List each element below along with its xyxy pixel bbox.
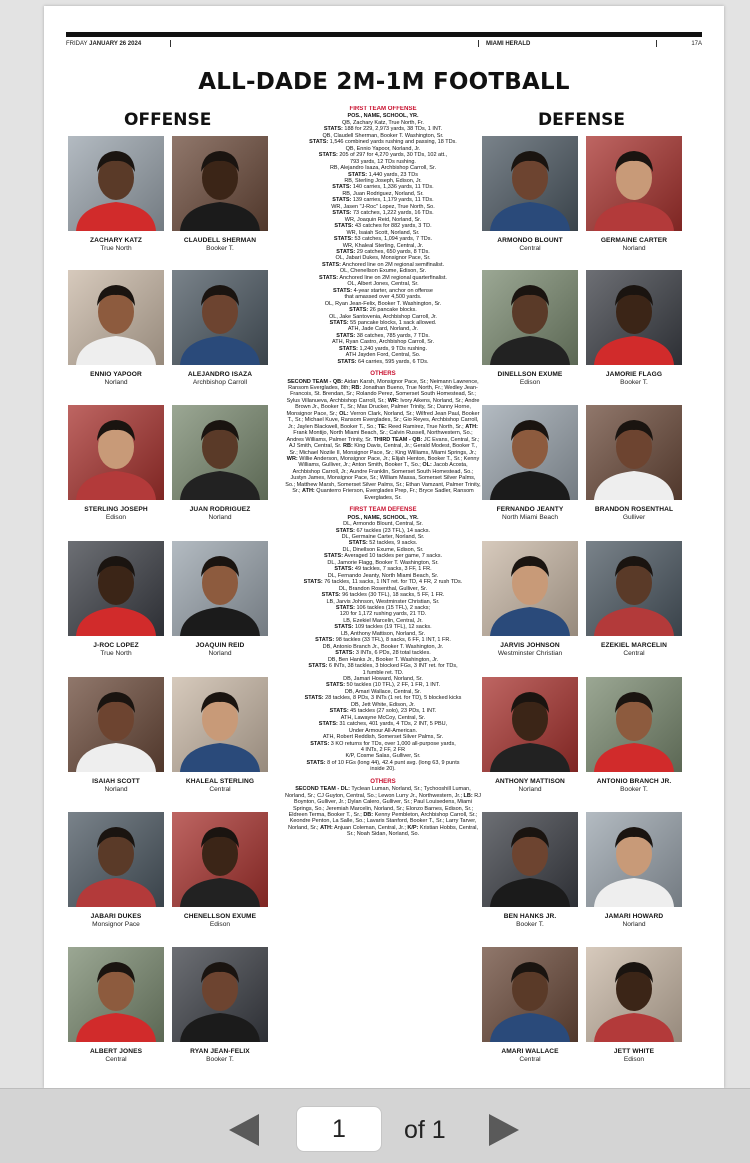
roster-line: ATH, Jade Card, Norland, Jr. <box>347 326 419 333</box>
roster-line: STATS: 98 tackles (33 TFL), 8 sacks, 6 FF, 1 INT, 1 FR. <box>315 637 451 644</box>
roster-line: ATH, Ryan Castro, Archbishop Carroll, Sr. <box>332 339 434 346</box>
roster-line: DL, Brandon Rosenthal, Gulliver, Sr. <box>338 585 428 592</box>
player-name: BEN HANKS JR. <box>503 913 557 920</box>
roster-line: Under Armour All-American. <box>348 727 418 734</box>
roster-line: STATS: 8 of 10 FGs (long 44), 42.4 punt avg. (long 63, 9 punts <box>306 759 460 766</box>
roster-line: STATS: 50 tackles (10 TFL), 2 FF, 1 FR, 1 INT. <box>325 682 440 689</box>
player-photo <box>482 541 578 636</box>
defense-player-card <box>586 270 682 386</box>
player-photo-image <box>586 541 682 636</box>
defense-player-card <box>586 541 682 657</box>
player-photo-image <box>172 541 268 636</box>
player-school: Edison <box>519 379 541 386</box>
player-school: Booker T. <box>620 379 648 386</box>
player-photo <box>586 405 682 500</box>
roster-line: OL, Jabari Dukes, Monsignor Pace, Sr. <box>335 255 431 262</box>
offense-player-card <box>68 405 164 521</box>
player-school: Norland <box>622 245 646 252</box>
player-school: Gulliver <box>622 514 646 521</box>
player-photo-image <box>586 947 682 1042</box>
player-name: JABARI DUKES <box>90 913 142 920</box>
defense-player-card <box>482 405 578 521</box>
player-school: Booker T. <box>516 921 544 928</box>
roster-line: QB, Ennio Yapoor, Norland, Jr. <box>345 145 421 152</box>
offense-title: OFFENSE <box>124 110 212 130</box>
player-photo-image <box>172 677 268 772</box>
roster-line: STATS: Anchored line on 2M regional quarterfinalist. <box>319 274 447 281</box>
roster-line: DB, Jamari Howard, Norland, Sr. <box>343 675 423 682</box>
player-photo-image <box>482 947 578 1042</box>
player-photo <box>482 947 578 1042</box>
roster-line: STATS: 52 tackles, 9 sacks. <box>348 540 418 547</box>
first-team-offense-list <box>285 120 481 365</box>
roster-line: STATS: 64 carries, 595 yards, 6 TDs. <box>337 358 429 365</box>
player-school: Norland <box>518 786 542 793</box>
player-name: ENNIO YAPOOR <box>90 371 142 378</box>
player-photo <box>68 405 164 500</box>
roster-line: STATS: 96 tackles (30 TFL), 18 sacks, 5 FF, 1 FR. <box>321 592 445 599</box>
roster-line: DB, Ben Hanks Jr., Booker T. Washington, Jr. <box>327 656 439 663</box>
player-school: Central <box>519 1056 541 1063</box>
defense-player-card <box>586 812 682 928</box>
player-school: Norland <box>622 921 646 928</box>
roster-line: DL, Fernando Jeanty, North Miami Beach, Sr. <box>327 572 439 579</box>
player-name: GERMAINE CARTER <box>600 237 668 244</box>
player-school: Booker T. <box>206 1056 234 1063</box>
roster-line: STATS: 38 catches, 785 yards, 7 TDs. <box>336 332 430 339</box>
roster-line: STATS: 3 KO returns for TDs, over 1,000 all-purpose yards, <box>310 740 456 747</box>
page-headline: ALL-DADE 2M-1M FOOTBALL <box>198 69 570 95</box>
roster-line: STATS: 4-year starter, anchor on offense <box>333 287 433 294</box>
roster-line: 1 fumble ret. TD. <box>362 669 404 676</box>
player-name: ANTONIO BRANCH JR. <box>596 778 672 785</box>
player-school: Central <box>519 245 541 252</box>
offense-player-card <box>68 677 164 793</box>
player-photo-image <box>586 270 682 365</box>
roster-line: WR, Khaleal Sterling, Central, Jr. <box>342 242 424 249</box>
offense-player-card <box>68 270 164 386</box>
roster-line: RB, Sterling Joseph, Edison, Jr. <box>344 177 422 184</box>
player-name: JAMORIE FLAGG <box>605 371 663 378</box>
offense-player-card <box>172 812 268 928</box>
roster-line: RB, Juan Rodriguez, Norland, Sr. <box>342 190 424 197</box>
roster-line: STATS: 140 carries, 1,336 yards, 11 TDs. <box>332 184 434 191</box>
player-school: True North <box>100 245 132 252</box>
player-photo <box>172 812 268 907</box>
player-name: J-ROC LOPEZ <box>93 642 139 649</box>
player-photo-image <box>586 405 682 500</box>
defense-player-card <box>586 405 682 521</box>
roster-line: DB, Antonio Branch Jr., Booker T. Washington, Jr. <box>322 643 444 650</box>
player-photo <box>586 270 682 365</box>
defense-player-card <box>482 812 578 928</box>
roster-line: STATS: 76 tackles, 11 sacks, 1 INT ret. for TD, 4 FR, 2 rush TDs. <box>303 579 463 586</box>
player-photo <box>586 541 682 636</box>
roster-line: STATS: 49 tackles, 7 sacks, 3 FF, 1 FR. <box>334 566 432 573</box>
roster-line: STATS: 1,440 yards, 23 TDs <box>348 171 418 178</box>
roster-line: DL, Germaine Carter, Norland, Sr. <box>341 534 425 540</box>
player-photo <box>68 812 164 907</box>
roster-text-column <box>285 106 481 1088</box>
roster-line: STATS: 31 catches, 401 yards, 4 TDs, 2 INT, 5 PBU, <box>318 721 448 728</box>
player-school: Archbishop Carroll <box>192 379 248 386</box>
roster-line: OL, Jake Santovenia, Archbishop Carroll, Jr. <box>329 313 437 320</box>
roster-line: STATS: 1,240 yards, 9 TDs rushing. <box>338 345 428 352</box>
masthead <box>66 32 702 50</box>
player-photo-image <box>172 136 268 231</box>
player-photo-image <box>68 812 164 907</box>
player-photo <box>482 270 578 365</box>
player-school: Norland <box>104 786 128 793</box>
roster-line: STATS: 1,546 combined yards rushing and passing, 18 TDs. <box>309 139 457 146</box>
player-name: CLAUDELL SHERMAN <box>183 237 257 244</box>
masthead-date <box>66 41 141 47</box>
offense-player-card <box>172 270 268 386</box>
player-photo-image <box>172 405 268 500</box>
player-school: Central <box>105 1056 127 1063</box>
player-school: Monsignor Pace <box>92 921 140 928</box>
defense-title: DEFENSE <box>538 110 626 130</box>
player-photo-image <box>586 136 682 231</box>
pager-toolbar <box>0 1088 750 1163</box>
first-team-defense-heading: FIRST TEAM DEFENSE <box>349 506 417 514</box>
roster-line: STATS: Anchored line on 2M regional semifinalist. <box>321 261 445 268</box>
player-photo <box>482 405 578 500</box>
roster-line: STATS: 55 pancake blocks, 1 sack allowed. <box>329 319 437 326</box>
player-school: North Miami Beach <box>501 514 559 521</box>
roster-line: ATH, Robert Reddish, Somerset Silver Palms, Sr. <box>322 734 444 741</box>
player-photo <box>482 812 578 907</box>
roster-line: STATS: 43 catches for 882 yards, 3 TD. <box>334 223 432 230</box>
offense-player-card <box>172 541 268 657</box>
player-photo <box>586 677 682 772</box>
player-photo <box>68 947 164 1042</box>
player-name: JARVIS JOHNSON <box>500 642 560 649</box>
roster-line: STATS: 67 tackles (23 TFL), 14 sacks. <box>335 527 431 534</box>
roster-line: STATS: 28 tackles, 8 PDs, 3 INTs (1 ret. for TD), 5 blocked kicks <box>304 695 462 702</box>
roster-line: STATS: 26 pancake blocks. <box>349 307 417 314</box>
triangle-left-icon <box>228 1113 262 1147</box>
masthead-divider <box>170 40 171 47</box>
roster-line: RB, Alejandro Isaza, Archbishop Carroll, Sr. <box>329 165 437 172</box>
previous-page-button[interactable] <box>228 1113 262 1147</box>
player-photo <box>172 405 268 500</box>
player-photo <box>172 947 268 1042</box>
roster-line: STATS: 45 tackles (27 solo), 23 PDs, 1 INT. <box>329 708 437 715</box>
player-school: Edison <box>623 1056 645 1063</box>
player-name: JETT WHITE <box>613 1048 655 1055</box>
roster-line: QB, Zachary Katz, True North, Fr. <box>342 119 424 126</box>
roster-line: DL, Dinellson Exume, Edison, Sr. <box>342 546 424 553</box>
player-photo <box>172 136 268 231</box>
player-name: ALEJANDRO ISAZA <box>187 371 253 378</box>
masthead-divider <box>478 40 479 47</box>
page-count-label: of 1 <box>404 1116 446 1144</box>
player-photo <box>172 270 268 365</box>
player-school: Edison <box>209 921 231 928</box>
offense-player-card <box>68 136 164 252</box>
roster-line: STATS: 73 catches, 1,222 yards, 16 TDs. <box>332 210 434 217</box>
player-name: STERLING JOSEPH <box>84 506 148 513</box>
roster-line: STATS: 29 catches, 650 yards, 8 TDs. <box>336 248 430 255</box>
roster-line: 793 yards, 12 TDs rushing. <box>350 158 416 165</box>
player-photo-image <box>482 270 578 365</box>
player-school: Norland <box>208 514 232 521</box>
defense-player-card <box>482 947 578 1063</box>
player-photo-image <box>482 812 578 907</box>
others-defense-text: SECOND TEAM - DL: Tyclean Luman, Norland, Sr.; Tychooshill Luman, Norland, Sr.; CJ Guyton, Central, So.; Lewon Lurry Jr., Northwestern, Jr.; LB: RJ Boynton, Gulliver, Jr.; Dylan Calero, Gulliver, Sr.; Paul Louisedens, Miami Springs, So.; Jeremiah Marcelin, Norland, Sr.; Elonzo Barnes, Edison, Sr.; Eldreen Terma, Booker T., Sr.; DB: Kenny Pembleton, Archbishop Carroll, Sr.; Keondre Penton, La Salle, So.; Lavaris Stanford, Booker T., Sr.; Larry Tarver, Norland, Sr.; ATH: Anjuan Coleman, Central, Jr.; K/P: Kristian Hobbs, Central, Sr.; Noah Sidan, Norland, So. <box>285 786 481 838</box>
player-photo <box>68 270 164 365</box>
player-photo <box>586 812 682 907</box>
player-name: ALBERT JONES <box>89 1048 143 1055</box>
defense-player-card <box>586 677 682 793</box>
player-school: Norland <box>104 379 128 386</box>
roster-line: 4 INTs, 2 FF, 2 FR <box>360 746 406 753</box>
player-name: ANTHONY MATTISON <box>495 778 565 785</box>
triangle-right-icon <box>486 1113 520 1147</box>
others-offense-text: SECOND TEAM - QB: Aidan Karsh, Monsignor Pace, Sr.; Neimann Lawrence, Ransom Everglades, 8th; RB: Jonathan Bueno, True North, Fr.; Wedley Jean-Francois, St. Brendan, Sr.; Rolando Perez, Somerset South Homestead, Sr.; Sylus Villanueva, Archbishop Carroll, Sr.; WR: Ivory Aikens, Norland, Sr.; Andre Brown Jr., Booker T., Sr.; Max Drucker, Palmer Trinity, Sr.; Danny Horne, Monsignor Pace, Sr.; OL: Verron Clark, Norland, Sr.; Wilfred Jean Paul, Booker T., Sr.; Michael Kuve, Ransom Everglades, Sr.; Gio Reyes, Archbishop Carroll, Jr.; Jaylen Blackwell, Booker T., So.; TE: Reed Ramirez, True North, Sr.; ATH: Frank Montijo, North Miami Beach, Sr.; Calvin Russell, Northwestern, So.; Andres Williams, Palmer Trinity, Sr. THIRD TEAM - QB: JC Evans, Central, Sr.; AJ Smith, Central, Sr. RB: King Davis, Central, Jr.; Gerald Modest, Booker T., Sr.; Michael Nozile II, Monsignor Pace, Sr.; King Williams, Miami Springs, Jr.; WR: Willie Anderson, Monsignor Pace, Jr.; Elijah Henton, Booker T., Sr.; Kenny Williams, Gulliver, Jr.; Anton Smith, Booker T., So.; OL: Jacob Acosta, Archbishop Carroll, Jr.; Aundre Franklin, Somerset South Homestead, So.; Justyn James, Monsignor Pace, Sr.; William Massa, Somerset Silver Palms, So.; Matthew Marsh, Somerset Silver Palms, Sr.; Ethan Vamzant, Palmer Trinity, Sr.; ATH: Quanterro Frierson, Everglades Prep, Fr.; Bryce Sadler, Ransom Everglades, Sr. <box>285 378 481 501</box>
roster-line: STATS: 205 of 297 for 4,270 yards, 30 TDs, 102 att., <box>318 152 448 159</box>
defense-player-card <box>586 947 682 1063</box>
player-photo-image <box>68 270 164 365</box>
player-photo-image <box>586 677 682 772</box>
first-team-defense-subheading: POS., NAME, SCHOOL, YR. <box>347 514 419 521</box>
player-name: JOAQUIN REID <box>195 642 245 649</box>
roster-line: K/P, Cosme Salas, Gulliver, Sr. <box>345 753 421 760</box>
roster-line: WR, Jasen "J-Roc" Lopez, True North, So. <box>331 203 435 210</box>
roster-line: inside 20). <box>370 766 396 773</box>
player-photo <box>586 136 682 231</box>
others-defense-heading: OTHERS <box>370 777 396 785</box>
offense-player-card <box>172 136 268 252</box>
player-photo-image <box>68 677 164 772</box>
defense-player-card <box>482 136 578 252</box>
roster-line: OL, Albert Jones, Central, Sr. <box>347 281 419 288</box>
defense-player-card <box>482 270 578 386</box>
player-name: DINELLSON EXUME <box>497 371 563 378</box>
masthead-page-number: 17A <box>691 41 702 47</box>
player-name: BRANDON ROSENTHAL <box>594 506 674 513</box>
roster-line: STATS: 53 catches, 1,094 yards, 7 TDs. <box>333 236 433 243</box>
player-name: EZEKIEL MARCELIN <box>601 642 667 649</box>
roster-line: STATS: 109 tackles (19 TFL), 12 sacks. <box>334 624 432 631</box>
roster-line: DL, Jamorie Flagg, Booker T. Washington, Sr. <box>327 559 439 566</box>
player-name: FERNANDO JEANTY <box>496 506 564 513</box>
roster-line: 120 for 1,172 rushing yards, 21 TD. <box>339 611 427 618</box>
newspaper-page <box>44 6 724 1088</box>
roster-line: ATH Jayden Ford, Central, So. <box>345 352 421 359</box>
offense-player-card <box>172 405 268 521</box>
player-school: True North <box>100 650 132 657</box>
player-photo-image <box>482 541 578 636</box>
player-name: ZACHARY KATZ <box>90 237 142 244</box>
player-photo <box>482 677 578 772</box>
roster-line: OL, Chenellson Exume, Edison, Sr. <box>339 268 427 275</box>
player-name: JUAN RODRIGUEZ <box>189 506 251 513</box>
roster-line: WR, Joaquin Reid, Norland, Sr. <box>344 216 422 223</box>
roster-line: DL, Armondo Blount, Central, Sr. <box>343 521 423 528</box>
player-photo-image <box>172 270 268 365</box>
player-photo-image <box>172 812 268 907</box>
player-school: Norland <box>208 650 232 657</box>
offense-player-card <box>172 677 268 793</box>
player-photo-image <box>68 405 164 500</box>
player-name: CHENELLSON EXUME <box>183 913 257 920</box>
defense-player-card <box>586 136 682 252</box>
player-photo <box>68 541 164 636</box>
roster-line: STATS: 106 tackles (15 TFL), 2 sacks; <box>335 604 431 611</box>
player-photo <box>586 947 682 1042</box>
roster-line: ATH, Lawayne McCoy, Central, Sr. <box>340 714 426 721</box>
first-team-offense-subheading: POS., NAME, SCHOOL, YR. <box>347 113 419 120</box>
player-name: ISAIAH SCOTT <box>92 778 140 785</box>
roster-line: that amassed over 4,500 yards. <box>344 294 422 301</box>
player-photo-image <box>68 136 164 231</box>
player-name: KHALEAL STERLING <box>185 778 255 785</box>
roster-line: STATS: 6 INTs, 38 tackles, 3 blocked FGs, 3 INT ret. for TDs, <box>308 663 458 670</box>
first-team-defense-list <box>285 521 481 773</box>
roster-line: WR, Isaiah Scott, Norland, Sr. <box>346 229 420 236</box>
roster-line: STATS: 188 for 229, 2,973 yards, 38 TDs, 1 INT. <box>323 126 443 133</box>
first-team-offense-heading: FIRST TEAM OFFENSE <box>349 106 417 112</box>
masthead-date-value: JANUARY 26 2024 <box>89 41 142 47</box>
player-name: ARMONDO BLOUNT <box>497 237 563 244</box>
defense-player-card <box>482 541 578 657</box>
player-name: AMARI WALLACE <box>501 1048 559 1055</box>
masthead-paper: MIAMI HERALD <box>486 41 531 47</box>
roster-line: STATS: 139 carries, 1,179 yards, 11 TDs. <box>332 197 434 204</box>
page-number-input[interactable] <box>296 1106 382 1152</box>
player-school: Booker T. <box>620 786 648 793</box>
offense-player-card <box>68 541 164 657</box>
roster-line: DB, Jett White, Edison, Jr. <box>351 701 415 708</box>
roster-line: QB, Claudell Sherman, Booker T. Washington, Sr. <box>322 132 444 139</box>
defense-player-card <box>482 677 578 793</box>
player-photo-image <box>68 947 164 1042</box>
masthead-divider <box>656 40 657 47</box>
player-name: JAMARI HOWARD <box>604 913 664 920</box>
player-school: Central <box>209 786 231 793</box>
others-offense-heading: OTHERS <box>370 370 396 378</box>
roster-line: STATS: Averaged 10 tackles per game, 7 sacks. <box>323 553 442 560</box>
offense-player-card <box>172 947 268 1063</box>
player-school: Booker T. <box>206 245 234 252</box>
player-photo <box>482 136 578 231</box>
player-photo <box>68 136 164 231</box>
player-school: Central <box>623 650 645 657</box>
masthead-day: FRIDAY <box>66 41 88 47</box>
roster-line: OL, Ryan Jean-Felix, Booker T. Washington, Sr. <box>324 300 442 307</box>
player-photo-image <box>172 947 268 1042</box>
player-photo-image <box>482 405 578 500</box>
offense-player-card <box>68 947 164 1063</box>
player-name: RYAN JEAN-FELIX <box>190 1048 250 1055</box>
player-photo-image <box>586 812 682 907</box>
roster-line: LB, Anthony Mattison, Norland, Sr. <box>340 630 426 637</box>
offense-player-card <box>68 812 164 928</box>
player-photo-image <box>68 541 164 636</box>
roster-line: LB, Ezekiel Marcelin, Central, Jr. <box>343 617 423 624</box>
player-photo <box>172 541 268 636</box>
roster-line: DB, Amari Wallace, Central, Sr. <box>344 688 422 695</box>
player-photo <box>172 677 268 772</box>
roster-line: LB, Jarvis Johnson, Westminster Christian, Sr. <box>326 598 440 605</box>
player-photo <box>68 677 164 772</box>
roster-line: STATS: 3 INTs, 6 PDs, 28 total tackles. <box>335 650 431 657</box>
player-photo-image <box>482 677 578 772</box>
player-school: Edison <box>105 514 127 521</box>
player-photo-image <box>482 136 578 231</box>
next-page-button[interactable] <box>486 1113 520 1147</box>
player-school: Westminster Christian <box>497 650 563 657</box>
